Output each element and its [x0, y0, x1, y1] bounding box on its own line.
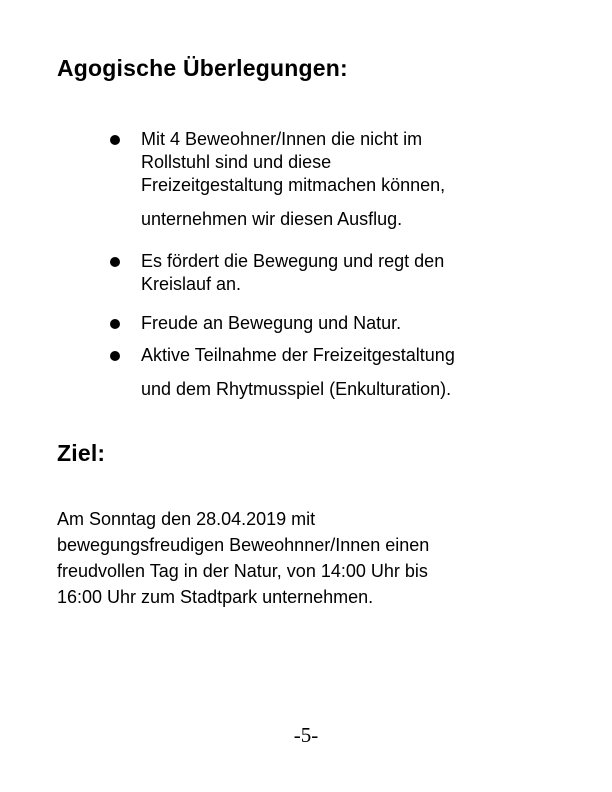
bullet-icon — [110, 257, 120, 267]
list-item — [141, 312, 581, 335]
bullet-icon — [110, 135, 120, 145]
list-item-line: Aktive Teilnahme der Freizeitgestaltung — [141, 345, 455, 365]
list-item-line: unternehmen wir diesen Ausflug. — [141, 209, 403, 229]
list-item-line: Mit 4 Beweohner/Innen die nicht im — [141, 129, 423, 149]
list-item-line: Freude an Bewegung und Natur. — [141, 313, 402, 333]
page-number: -5- — [293, 723, 319, 747]
paragraph-line: freudvollen Tag in der Natur, von 14:00 Uhr bis — [57, 561, 428, 581]
list-item — [141, 250, 581, 296]
bullet-icon — [110, 319, 120, 329]
list-item-line: Rollstuhl sind und diese — [141, 152, 332, 172]
list-item-line: Kreislauf an. — [141, 274, 242, 294]
ziel-paragraph — [57, 506, 557, 610]
bullet-icon — [110, 351, 120, 361]
list-item — [141, 344, 581, 401]
section-heading-ziel: Ziel: — [57, 440, 106, 466]
paragraph-line: Am Sonntag den 28.04.2019 mit — [57, 509, 316, 529]
list-item — [141, 128, 581, 231]
paragraph-line: 16:00 Uhr zum Stadtpark unternehmen. — [57, 587, 374, 607]
paragraph-line: bewegungsfreudigen Beweohnner/Innen einen — [57, 535, 430, 555]
list-item-line: und dem Rhytmusspiel (Enkulturation). — [141, 379, 452, 399]
list-item-line: Es fördert die Bewegung und regt den — [141, 251, 445, 271]
list-item-line: Freizeitgestaltung mitmachen können, — [141, 175, 446, 195]
section-heading-agogische-ueberlegungen: Agogische Überlegungen: — [57, 55, 348, 81]
